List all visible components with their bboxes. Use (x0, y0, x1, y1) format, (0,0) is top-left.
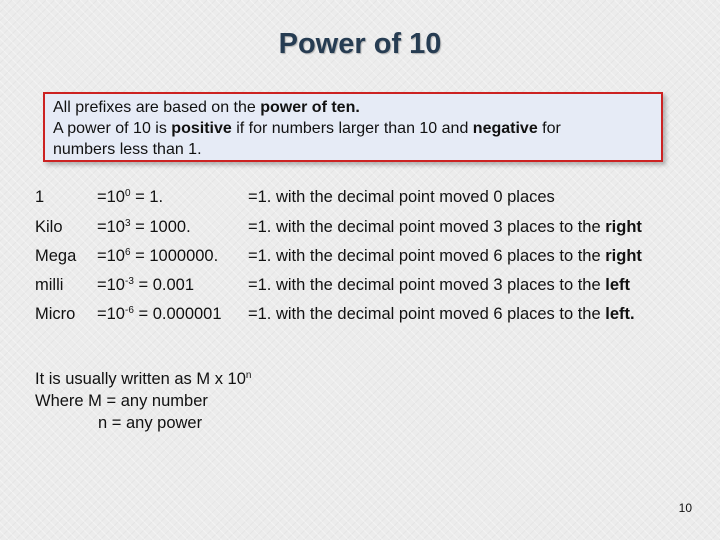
power-of-ten-emphasis: power of ten. (260, 99, 360, 116)
notation-note (35, 368, 251, 434)
prefix-value: $=10^0 = 1$. (97, 188, 164, 206)
prefix-value: $=10^3 = 1000$. (97, 218, 191, 236)
prefix-description: =1. with the decimal point moved 0 places (248, 188, 555, 206)
prefix-value: $=10^{-6} = 0.000001$ (97, 305, 222, 323)
notation-line-1: It is usually written as M x 10$^n$ (35, 370, 252, 388)
prefix-description: =1. with the decimal point moved 6 places to the right (248, 247, 642, 265)
negative-emphasis: negative (472, 120, 538, 137)
prefix-name: 1 (35, 188, 45, 206)
intro-line-2: A power of 10 is positive if for numbers larger than 10 and negative for (53, 120, 561, 137)
intro-line-1: All prefixes are based on the power of ten. (53, 99, 360, 116)
prefix-description: =1. with the decimal point moved 3 places to the right (248, 218, 642, 236)
positive-emphasis: positive (171, 120, 232, 137)
prefix-description: =1. with the decimal point moved 3 places to the left (248, 276, 630, 294)
prefix-name: Mega (35, 247, 77, 265)
prefix-description: =1. with the decimal point moved 6 places to the left. (248, 305, 635, 323)
page-number: 10 (678, 501, 692, 515)
prefix-name: Micro (35, 305, 76, 323)
prefix-value: $=10^{-3} = 0.001$ (97, 276, 195, 294)
prefix-name: Kilo (35, 218, 63, 236)
prefix-name: milli (35, 276, 64, 294)
intro-line-3: numbers less than 1. (53, 141, 202, 158)
notation-line-2: Where M = any number (35, 392, 208, 410)
prefix-value: $=10^6 = 1000000$. (97, 247, 219, 265)
slide-title: Power of 10 (278, 28, 442, 60)
notation-line-3: n = any power (98, 414, 203, 432)
intro-box (43, 92, 663, 162)
